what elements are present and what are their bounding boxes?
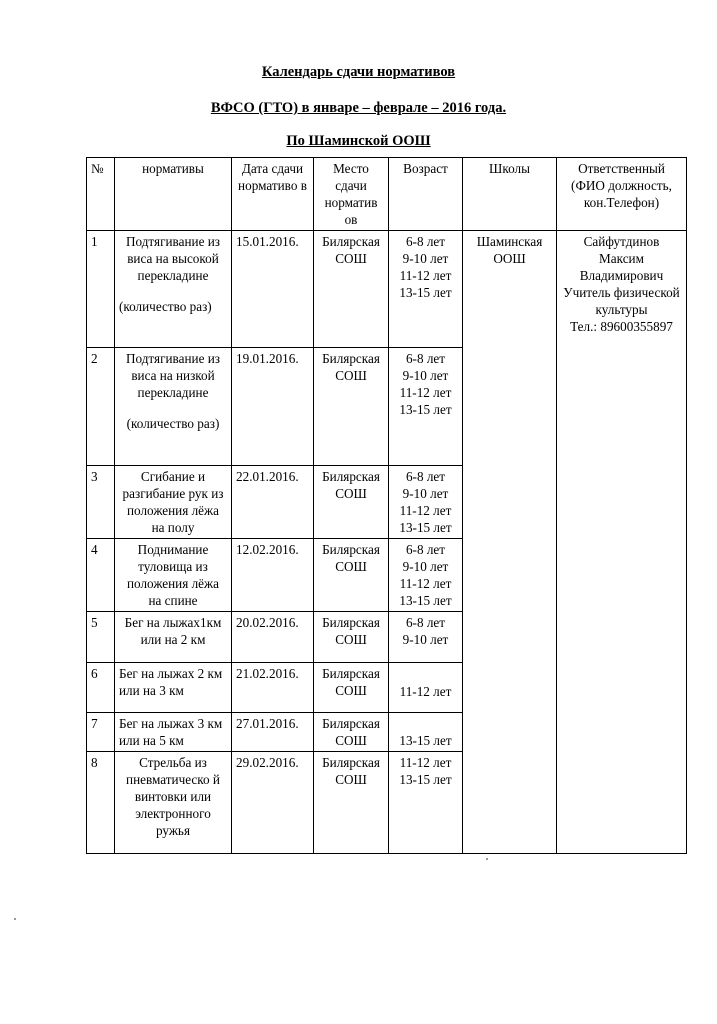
row-norm <box>115 348 232 466</box>
age-item: 9-10 лет <box>402 559 449 574</box>
row-num: 5 <box>87 612 115 663</box>
responsible-name: Сайфутдинов Максим Владимирович <box>579 234 664 283</box>
row-place: Билярская СОШ <box>314 612 389 663</box>
header-age: Возраст <box>389 158 463 231</box>
row-norm: Бег на лыжах1км или на 2 км <box>115 612 232 663</box>
row-norm-note: (количество раз) <box>126 416 220 431</box>
row-ages <box>389 348 463 466</box>
row-date: 19.01.2016. <box>232 348 314 466</box>
row-date: 22.01.2016. <box>232 466 314 539</box>
age-item: 13-15 лет <box>399 593 452 608</box>
doc-title-line3: По Шаминской ООШ <box>286 133 431 149</box>
responsible-position: Учитель физической культуры <box>563 285 680 317</box>
header-norm: нормативы <box>115 158 232 231</box>
age-item: 6-8 лет <box>405 234 446 249</box>
row-num: 3 <box>87 466 115 539</box>
row-date: 27.01.2016. <box>232 713 314 752</box>
age-item: 13-15 лет <box>399 285 452 300</box>
header-place: Место сдачи норматив ов <box>314 158 389 231</box>
row-place: Билярская СОШ <box>314 348 389 466</box>
row-ages <box>389 612 463 663</box>
header-resp: Ответственный (ФИО должность, кон.Телефон) <box>557 158 687 231</box>
age-item: 6-8 лет <box>405 542 446 557</box>
row-place: Билярская СОШ <box>314 231 389 348</box>
row-ages <box>389 539 463 612</box>
schedule-table <box>86 157 687 854</box>
age-item: 11-12 лет <box>399 385 452 400</box>
age-item: 6-8 лет <box>405 351 446 366</box>
row-norm-name: Подтягивание из виса на низкой перекладине <box>125 351 220 400</box>
row-date: 15.01.2016. <box>232 231 314 348</box>
row-num: 6 <box>87 663 115 713</box>
row-norm <box>115 231 232 348</box>
age-item: 11-12 лет <box>399 755 452 770</box>
doc-title-line2: ВФСО (ГТО) в январе – феврале – 2016 года. <box>210 100 507 116</box>
age-item: 11-12 лет <box>399 576 452 591</box>
row-norm: Стрельба из пневматическо й винтовки или электронного ружья <box>115 752 232 854</box>
age-item: 13-15 лет <box>399 520 452 535</box>
age-item: 11-12 лет <box>399 684 452 699</box>
age-item: 9-10 лет <box>402 486 449 501</box>
age-item: 9-10 лет <box>402 368 449 383</box>
row-norm-name: Подтягивание из виса на высокой перекладине <box>125 234 220 283</box>
age-item: 6-8 лет <box>405 615 446 630</box>
row-ages <box>389 713 463 752</box>
header-date: Дата сдачи нормативо в <box>232 158 314 231</box>
row-date: 12.02.2016. <box>232 539 314 612</box>
age-item: 11-12 лет <box>399 268 452 283</box>
row-ages <box>389 752 463 854</box>
responsible-phone: Тел.: 89600355897 <box>570 319 673 334</box>
age-item: 9-10 лет <box>402 632 449 647</box>
header-num: № <box>87 158 115 231</box>
row-date: 21.02.2016. <box>232 663 314 713</box>
row-norm: Сгибание и разгибание рук из положения лёжа на полу <box>115 466 232 539</box>
scan-speck <box>14 918 16 920</box>
age-item: 11-12 лет <box>399 503 452 518</box>
row-norm: Поднимание туловища из положения лёжа на спине <box>115 539 232 612</box>
row-date: 20.02.2016. <box>232 612 314 663</box>
age-item: 9-10 лет <box>402 251 449 266</box>
table-row <box>87 231 687 348</box>
age-item: 6-8 лет <box>405 469 446 484</box>
row-place: Билярская СОШ <box>314 663 389 713</box>
school-cell: Шаминская ООШ <box>463 231 557 854</box>
responsible-cell <box>557 231 687 854</box>
row-ages <box>389 466 463 539</box>
age-item: 13-15 лет <box>399 402 452 417</box>
row-norm-note: (количество раз) <box>119 299 212 314</box>
row-place: Билярская СОШ <box>314 752 389 854</box>
header-row <box>87 158 687 231</box>
row-place: Билярская СОШ <box>314 539 389 612</box>
row-num: 8 <box>87 752 115 854</box>
row-norm: Бег на лыжах 2 км или на 3 км <box>115 663 232 713</box>
age-item: 13-15 лет <box>399 772 452 787</box>
row-ages <box>389 663 463 713</box>
row-num: 2 <box>87 348 115 466</box>
row-date: 29.02.2016. <box>232 752 314 854</box>
row-place: Билярская СОШ <box>314 713 389 752</box>
doc-title-line1: Календарь сдачи нормативов <box>261 64 456 80</box>
header-school: Школы <box>463 158 557 231</box>
age-item: 13-15 лет <box>399 733 452 748</box>
row-norm: Бег на лыжах 3 км или на 5 км <box>115 713 232 752</box>
row-num: 7 <box>87 713 115 752</box>
row-ages <box>389 231 463 348</box>
scan-speck <box>486 858 488 860</box>
row-num: 4 <box>87 539 115 612</box>
row-place: Билярская СОШ <box>314 466 389 539</box>
row-num: 1 <box>87 231 115 348</box>
